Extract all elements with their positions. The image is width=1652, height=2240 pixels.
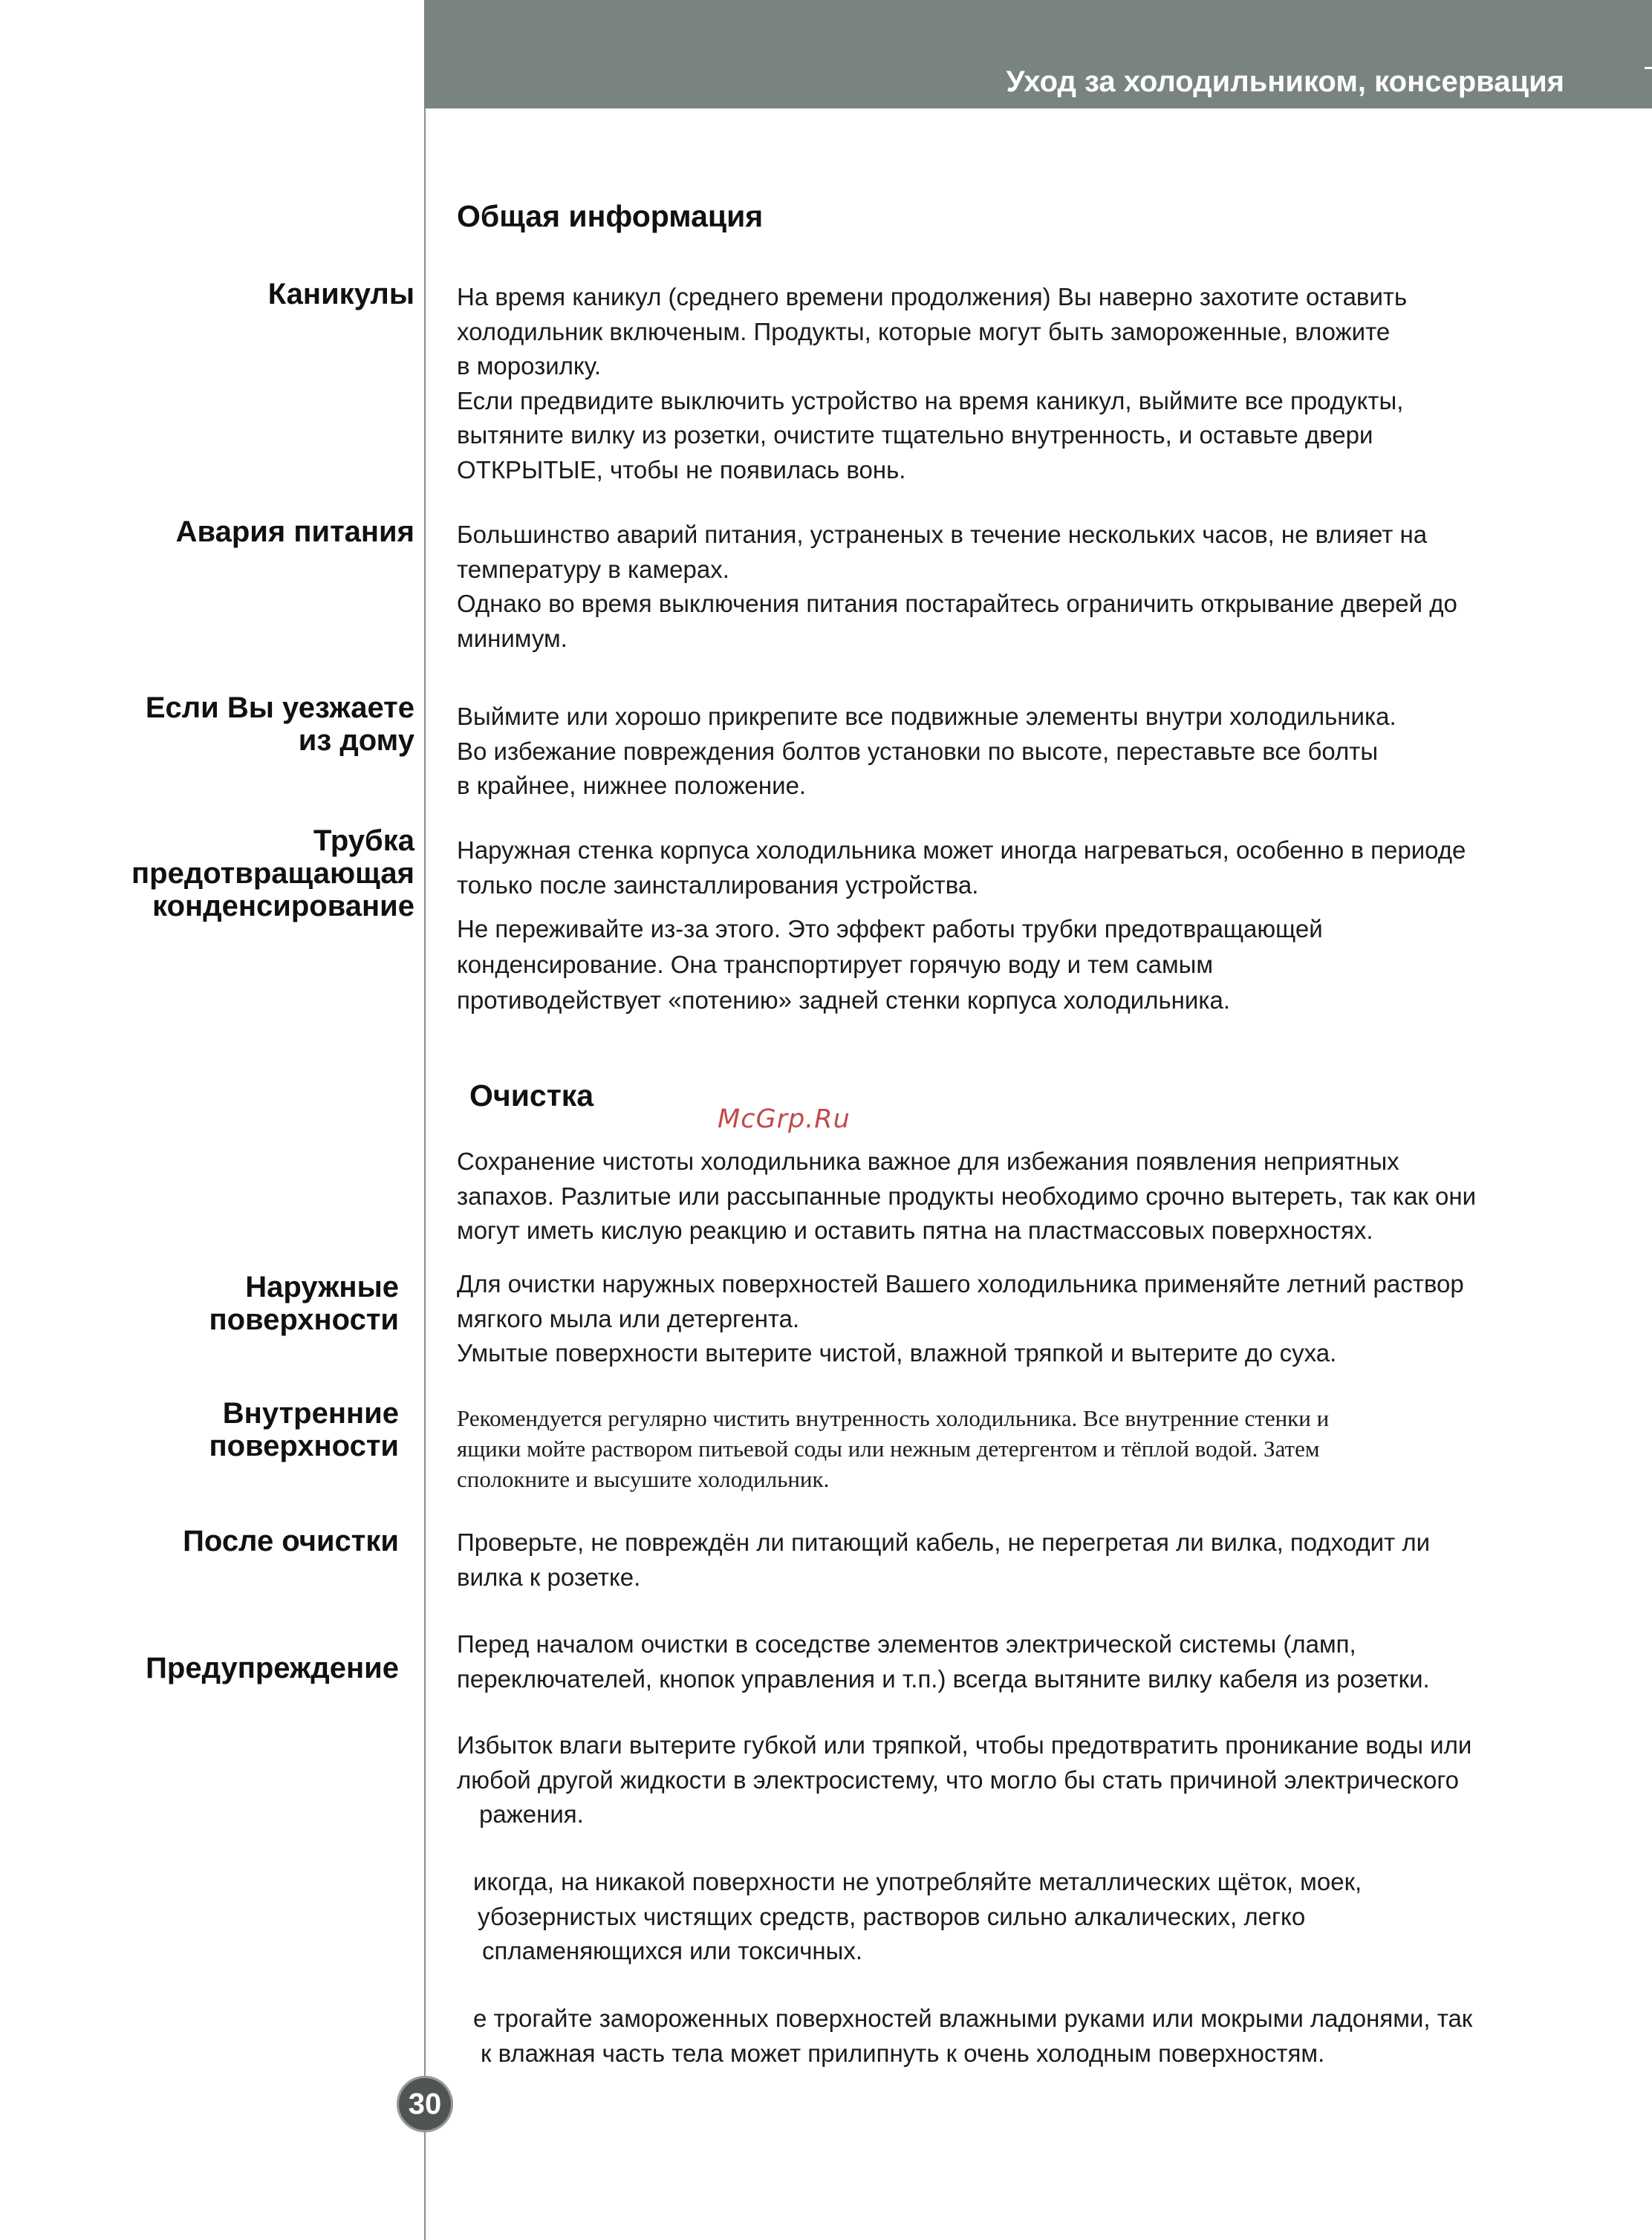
side-label-anticondensation xyxy=(131,824,414,922)
watermark: McGrp.Ru xyxy=(718,1104,851,1134)
page-number-badge: 30 xyxy=(397,2076,453,2132)
side-label-line: предотвращающая xyxy=(131,857,414,890)
side-label-line: Авария питания xyxy=(175,515,414,548)
section-title-general: Общая информация xyxy=(457,199,764,233)
text-line: только после заинсталлирования устройства. xyxy=(457,870,979,899)
side-label-line: Предупреждение xyxy=(146,1652,399,1684)
side-label-vacation xyxy=(268,278,414,310)
page-header-title: Уход за холодильником, консервация xyxy=(1006,65,1564,98)
side-label-line: Внутренние xyxy=(222,1397,399,1430)
paragraph-cleaning-intro xyxy=(457,1145,1497,1248)
side-label-line: из дому xyxy=(298,724,414,757)
text-line: сполокните и высушите холодильник. xyxy=(457,1466,830,1492)
text-line: На время каникул (среднего времени продолжения) Вы наверно захотите оставить xyxy=(457,283,1408,310)
text-line: Если предвидите выключить устройство на время каникул, выймите все продукты, xyxy=(457,386,1404,414)
text-line: ОТКРЫТЫЕ, чтобы не появилась вонь. xyxy=(457,455,906,484)
text-line: конденсирование. Она транспортирует горячую воду и тем самым xyxy=(457,951,1214,978)
text-line: Рекомендуется регулярно чистить внутренность холодильника. Все внутренние стенки и xyxy=(457,1405,1330,1431)
side-label-after-cleaning xyxy=(183,1525,399,1557)
text-line: икогда, на никакой поверхности не употребляйте металлических щёток, моек, xyxy=(473,1868,1362,1895)
text-line: в крайнее, нижнее положение. xyxy=(457,772,807,799)
text-line: Избыток влаги вытерите губкой или тряпкой, чтобы предотвратить проникание воды или xyxy=(457,1731,1472,1759)
text-line: температуру в камерах. xyxy=(457,555,729,583)
paragraph-warning-1 xyxy=(457,1627,1497,1696)
paragraph-exterior xyxy=(457,1267,1497,1371)
text-line: Для очистки наружных поверхностей Вашего холодильника применяйте летний раствор xyxy=(457,1270,1464,1298)
text-line: мягкого мыла или детергента. xyxy=(457,1304,800,1332)
text-line: Проверьте, не повреждён ли питающий кабель, не перегретая ли вилка, подходит ли xyxy=(457,1528,1431,1556)
side-label-exterior xyxy=(209,1271,399,1336)
text-line: к влажная часть тела может прилипнуть к очень холодным поверхностям. xyxy=(481,2039,1325,2067)
paragraph-power-failure xyxy=(457,518,1497,656)
text-line: Перед началом очистки в соседстве элементов электрической системы (ламп, xyxy=(457,1630,1356,1658)
text-line: вытяните вилку из розетки, очистите тщательно внутренность, и оставьте двери xyxy=(457,421,1373,449)
text-line: ражения. xyxy=(479,1800,584,1828)
side-label-line: конденсирование xyxy=(152,890,414,922)
text-line: любой другой жидкости в электросистему, что могло бы стать причиной электрического xyxy=(457,1765,1460,1794)
section-title-cleaning: Очистка xyxy=(469,1078,594,1113)
side-label-warning xyxy=(146,1652,399,1684)
text-line: Не переживайте из-за этого. Это эффект работы трубки предотвращающей xyxy=(457,915,1323,942)
paragraph-warning-3 xyxy=(473,1865,1513,1969)
side-label-line: Наружные xyxy=(245,1271,399,1303)
header-bar xyxy=(424,0,1652,108)
side-label-power-failure xyxy=(176,515,414,548)
text-line: запахов. Разлитые или рассыпанные продукты необходимо срочно вытереть, так как они xyxy=(457,1182,1477,1210)
side-label-line: Если Вы уезжаете xyxy=(145,691,414,724)
side-label-line: Каникулы xyxy=(267,278,414,310)
side-label-line: поверхности xyxy=(209,1430,399,1462)
text-line: в морозилку. xyxy=(457,352,602,380)
side-label-line: Трубка xyxy=(313,824,414,857)
side-label-interior xyxy=(209,1397,399,1462)
text-line: убозернистых чистящих средств, растворов сильно алкалических, легко xyxy=(478,1902,1306,1930)
side-label-line: После очистки xyxy=(183,1525,399,1557)
header-tick-mark xyxy=(1645,67,1652,69)
paragraph-moving xyxy=(457,700,1497,804)
text-line: противодействует «потению» задней стенки корпуса холодильника. xyxy=(457,986,1230,1014)
side-label-line: поверхности xyxy=(209,1303,399,1336)
paragraph-after-cleaning xyxy=(457,1526,1497,1595)
text-line: холодильник включеным. Продукты, которые могут быть замороженные, вложите xyxy=(457,317,1391,345)
text-line: минимум. xyxy=(457,624,568,652)
text-line: Сохранение чистоты холодильника важное для избежания появления неприятных xyxy=(457,1147,1399,1175)
paragraph-vacation xyxy=(457,280,1497,487)
text-line: Во избежание повреждения болтов установки по высоте, переставьте все болты xyxy=(457,737,1379,765)
text-line: Наружная стенка корпуса холодильника может иногда нагреваться, особенно в периоде xyxy=(457,836,1466,864)
text-line: могут иметь кислую реакцию и оставить пятна на пластмассовых поверхностях. xyxy=(457,1217,1373,1244)
paragraph-anticondensation-a xyxy=(457,833,1497,902)
text-line: вилка к розетке. xyxy=(457,1563,641,1591)
text-line: Умытые поверхности вытерите чистой, влажной тряпкой и вытерите до суха. xyxy=(457,1339,1337,1367)
paragraph-anticondensation-b xyxy=(457,911,1497,1018)
paragraph-warning-4 xyxy=(473,2002,1513,2071)
text-line: Большинство аварий питания, устраненых в течение нескольких часов, не влияет на xyxy=(457,521,1428,548)
text-line: переключателей, кнопок управления и т.п.) всегда вытяните вилку кабеля из розетки. xyxy=(457,1664,1430,1693)
paragraph-warning-2 xyxy=(457,1728,1497,1832)
column-divider xyxy=(424,108,426,2240)
paragraph-interior xyxy=(457,1403,1497,1494)
text-line: Выймите или хорошо прикрепите все подвижные элементы внутри холодильника. xyxy=(457,703,1396,730)
text-line: е трогайте замороженных поверхностей влажными руками или мокрыми ладонями, так xyxy=(473,2005,1473,2032)
text-line: Однако во время выключения питания постарайтесь ограничить открывание дверей до xyxy=(457,590,1457,617)
text-line: ящики мойте раствором питьевой соды или нежным детергентом и тёплой водой. Затем xyxy=(457,1436,1320,1462)
text-line: спламеняющихся или токсичных. xyxy=(482,1937,863,1964)
side-label-moving xyxy=(146,691,414,757)
